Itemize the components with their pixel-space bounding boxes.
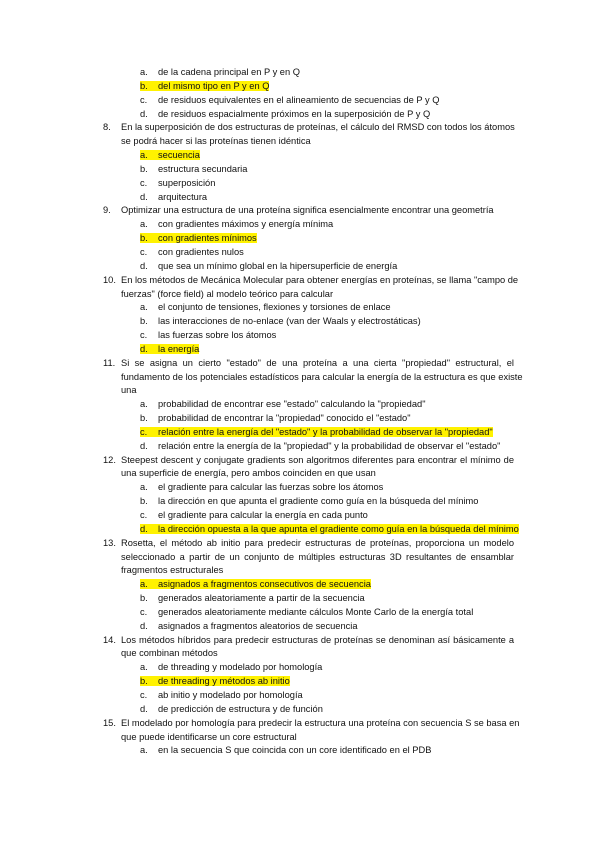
option-text: de predicción de estructura y de función bbox=[158, 703, 323, 714]
option-letter: c. bbox=[140, 330, 148, 341]
answer-option bbox=[0, 329, 599, 343]
question-number: 12. bbox=[103, 454, 116, 465]
question-text: Steepest descent y conjugate gradients son algoritmos diferentes para encontrar el mínimo de bbox=[121, 454, 514, 465]
option-letter: d. bbox=[140, 260, 148, 271]
answer-option bbox=[0, 744, 599, 758]
option-text: asignados a fragmentos consecutivos de secuencia bbox=[158, 579, 371, 590]
answer-option bbox=[0, 177, 599, 191]
option-letter: a. bbox=[140, 302, 148, 313]
question-text-line bbox=[0, 564, 599, 578]
question-text: En los métodos de Mecánica Molecular para obtener energías en proteínas, se llama "campo de bbox=[121, 274, 519, 285]
option-text: de la cadena principal en P y en Q bbox=[158, 67, 300, 77]
question-text: Si se asigna un cierto "estado" de una proteína a una cierta "propiedad" estructural, el bbox=[121, 357, 514, 368]
option-text: la energía bbox=[158, 343, 200, 354]
question-text-line bbox=[0, 634, 599, 648]
option-letter: a. bbox=[140, 67, 148, 77]
answer-option bbox=[0, 163, 599, 177]
question-text: que combinan métodos bbox=[121, 648, 218, 659]
option-letter: d. bbox=[140, 523, 148, 534]
option-letter: a. bbox=[140, 219, 148, 230]
answer-option bbox=[0, 80, 599, 94]
option-text: probabilidad de encontrar la "propiedad" conocido el "estado" bbox=[158, 413, 411, 424]
answer-option bbox=[0, 301, 599, 315]
answer-option bbox=[0, 495, 599, 509]
answer-option bbox=[0, 66, 599, 80]
option-text: las interacciones de no-enlace (van der Waals y electrostáticas) bbox=[158, 316, 421, 327]
answer-option bbox=[0, 523, 599, 537]
option-text: el gradiente para calcular la energía en cada punto bbox=[158, 510, 368, 520]
question-number: 15. bbox=[103, 717, 116, 728]
option-letter: d. bbox=[140, 191, 148, 202]
question-text: El modelado por homología para predecir la estructura una proteína con secuencia S se basa en bbox=[121, 717, 520, 728]
previous-question-options bbox=[0, 66, 599, 121]
option-text: generados aleatoriamente a partir de la secuencia bbox=[158, 593, 365, 604]
answer-option bbox=[0, 675, 599, 689]
option-letter: d. bbox=[140, 440, 148, 451]
question-item bbox=[0, 121, 599, 204]
option-letter: a. bbox=[140, 745, 148, 756]
question-text-line bbox=[0, 384, 599, 398]
question-item bbox=[0, 537, 599, 634]
highlighted-answer bbox=[140, 344, 199, 354]
option-letter: c. bbox=[140, 689, 148, 700]
option-text: secuencia bbox=[158, 150, 200, 161]
option-text: que sea un mínimo global en la hipersuperficie de energía bbox=[158, 260, 398, 271]
question-text-line bbox=[0, 371, 599, 385]
question-text-line bbox=[0, 204, 599, 218]
highlighted-answer bbox=[140, 233, 257, 243]
answer-option bbox=[0, 689, 599, 703]
question-text-line bbox=[0, 551, 599, 565]
answer-option bbox=[0, 606, 599, 620]
option-text: en la secuencia S que coincida con un core identificado en el PDB bbox=[158, 745, 432, 756]
option-text: con gradientes mínimos bbox=[158, 233, 257, 244]
option-text: con gradientes máximos y energía mínima bbox=[158, 219, 334, 230]
question-text: seleccionado a partir de un conjunto de múltiples estructuras 3D resultantes de ensamblar bbox=[121, 551, 514, 562]
option-letter: a. bbox=[140, 399, 148, 410]
question-text: Rosetta, el método ab initio para predecir estructuras de proteínas, proporciona un modelo bbox=[121, 537, 514, 548]
highlighted-answer bbox=[140, 676, 290, 686]
question-text-line bbox=[0, 135, 599, 149]
option-text: arquitectura bbox=[158, 191, 208, 202]
highlighted-answer bbox=[140, 579, 371, 589]
highlighted-answer bbox=[140, 524, 519, 534]
option-text: de residuos espacialmente próximos en la superposición de P y Q bbox=[158, 108, 431, 119]
option-letter: a. bbox=[140, 579, 148, 590]
question-text: una bbox=[121, 385, 137, 396]
question-text-line bbox=[0, 288, 599, 302]
question-text: se podrá hacer si las proteínas tienen idéntica bbox=[121, 136, 311, 147]
answer-option bbox=[0, 94, 599, 108]
highlighted-answer bbox=[140, 81, 269, 91]
option-text: el gradiente para calcular las fuerzas sobre los átomos bbox=[158, 482, 384, 493]
option-letter: a. bbox=[140, 662, 148, 673]
answer-option bbox=[0, 481, 599, 495]
question-text: una superficie de energía, pero ambos coinciden en que usan bbox=[121, 468, 376, 479]
option-letter: c. bbox=[140, 94, 148, 105]
option-text: asignados a fragmentos aleatorios de secuencia bbox=[158, 620, 358, 631]
question-item bbox=[0, 274, 599, 357]
option-letter: d. bbox=[140, 108, 148, 119]
option-letter: c. bbox=[140, 246, 148, 257]
question-number: 14. bbox=[103, 634, 116, 645]
question-text-line bbox=[0, 357, 599, 371]
option-text: de threading y métodos ab initio bbox=[158, 676, 290, 687]
question-text-line bbox=[0, 731, 599, 745]
question-item bbox=[0, 454, 599, 537]
option-letter: b. bbox=[140, 676, 148, 687]
option-letter: b. bbox=[140, 593, 148, 604]
option-text: la dirección opuesta a la que apunta el gradiente como guía en la búsqueda del mínimo bbox=[158, 523, 519, 534]
answer-option bbox=[0, 398, 599, 412]
question-text: Los métodos híbridos para predecir estructuras de proteínas se denominan así básicamente a bbox=[121, 634, 514, 645]
answer-option bbox=[0, 703, 599, 717]
option-text: la dirección en que apunta el gradiente como guía en la búsqueda del mínimo bbox=[158, 496, 479, 507]
option-text: de threading y modelado por homología bbox=[158, 662, 323, 673]
answer-option bbox=[0, 578, 599, 592]
question-text: fuerzas" (force field) al modelo teórico para calcular bbox=[121, 288, 334, 299]
answer-option bbox=[0, 426, 599, 440]
answer-option bbox=[0, 191, 599, 205]
question-text-line bbox=[0, 537, 599, 551]
answer-option bbox=[0, 620, 599, 634]
option-text: relación entre la energía del "estado" y la probabilidad de observar la "propiedad" bbox=[158, 426, 493, 437]
question-number: 8. bbox=[103, 122, 111, 133]
answer-option bbox=[0, 315, 599, 329]
option-letter: a. bbox=[140, 150, 148, 161]
option-text: generados aleatoriamente mediante cálculos Monte Carlo de la energía total bbox=[158, 606, 474, 617]
question-item bbox=[0, 717, 599, 759]
option-text: ab initio y modelado por homología bbox=[158, 689, 303, 700]
answer-option bbox=[0, 246, 599, 260]
question-text: fragmentos estructurales bbox=[121, 565, 224, 576]
question-number: 10. bbox=[103, 274, 116, 285]
question-list bbox=[0, 121, 599, 758]
option-letter: a. bbox=[140, 482, 148, 493]
document-page bbox=[0, 66, 599, 758]
answer-option bbox=[0, 149, 599, 163]
option-letter: c. bbox=[140, 426, 148, 437]
option-text: de residuos equivalentes en el alineamiento de secuencias de P y Q bbox=[158, 94, 440, 105]
option-letter: d. bbox=[140, 703, 148, 714]
option-letter: c. bbox=[140, 177, 148, 188]
question-text-line bbox=[0, 717, 599, 731]
question-text: que puede identificarse un core estructural bbox=[121, 731, 297, 742]
question-text-line bbox=[0, 647, 599, 661]
answer-option bbox=[0, 592, 599, 606]
question-item bbox=[0, 357, 599, 454]
option-letter: b. bbox=[140, 233, 148, 244]
question-item bbox=[0, 204, 599, 273]
question-text-line bbox=[0, 454, 599, 468]
option-letter: b. bbox=[140, 163, 148, 174]
highlighted-answer bbox=[140, 427, 493, 437]
option-letter: b. bbox=[140, 413, 148, 424]
option-letter: b. bbox=[140, 316, 148, 327]
option-text: las fuerzas sobre los átomos bbox=[158, 330, 277, 341]
option-text: el conjunto de tensiones, flexiones y torsiones de enlace bbox=[158, 302, 391, 313]
question-text-line bbox=[0, 274, 599, 288]
option-text: del mismo tipo en P y en Q bbox=[158, 80, 270, 91]
option-text: relación entre la energía de la "propiedad" y la probabilidad de observar el "estado" bbox=[158, 440, 501, 451]
answer-option bbox=[0, 232, 599, 246]
question-number: 9. bbox=[103, 205, 111, 216]
answer-option bbox=[0, 260, 599, 274]
question-text: En la superposición de dos estructuras de proteínas, el cálculo del RMSD con todos los átomos bbox=[121, 122, 515, 133]
answer-option bbox=[0, 108, 599, 122]
option-letter: c. bbox=[140, 510, 148, 520]
option-text: estructura secundaria bbox=[158, 163, 248, 174]
question-text: fundamento de los potenciales estadísticos para calcular la energía de la estructura es que existe bbox=[121, 371, 523, 382]
answer-option bbox=[0, 509, 599, 523]
question-number: 13. bbox=[103, 537, 116, 548]
option-letter: b. bbox=[140, 496, 148, 507]
answer-option bbox=[0, 661, 599, 675]
question-number: 11. bbox=[103, 357, 116, 368]
option-text: probabilidad de encontrar ese "estado" calculando la "propiedad" bbox=[158, 399, 426, 410]
option-letter: d. bbox=[140, 343, 148, 354]
answer-option bbox=[0, 412, 599, 426]
option-text: superposición bbox=[158, 177, 216, 188]
answer-option bbox=[0, 218, 599, 232]
option-text: con gradientes nulos bbox=[158, 246, 244, 257]
question-text-line bbox=[0, 467, 599, 481]
option-letter: b. bbox=[140, 80, 148, 91]
highlighted-answer bbox=[140, 150, 200, 160]
question-text: Optimizar una estructura de una proteína significa esencialmente encontrar una geometría bbox=[121, 205, 494, 216]
question-item bbox=[0, 634, 599, 717]
answer-option bbox=[0, 343, 599, 357]
answer-option bbox=[0, 440, 599, 454]
option-letter: c. bbox=[140, 606, 148, 617]
option-letter: d. bbox=[140, 620, 148, 631]
question-text-line bbox=[0, 121, 599, 135]
